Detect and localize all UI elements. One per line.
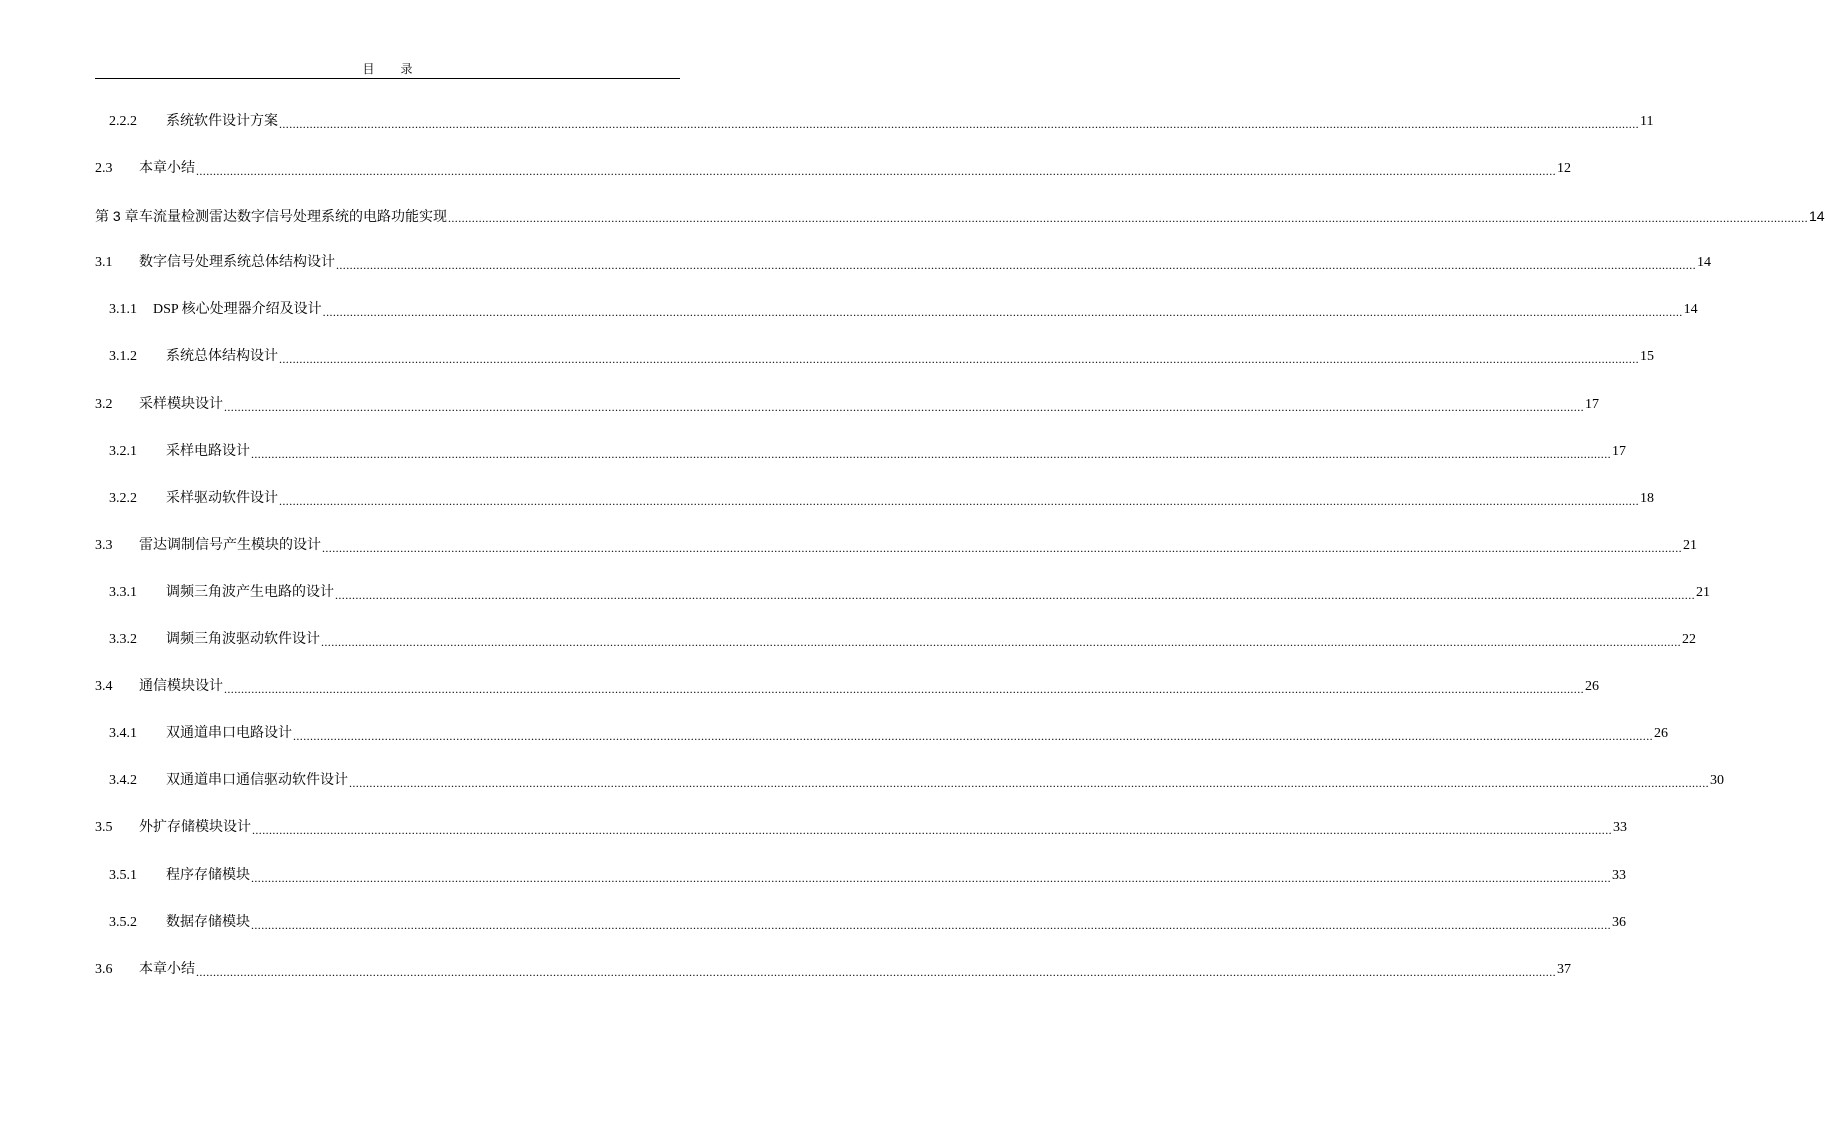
toc-entry-page: 37 (1557, 961, 1571, 977)
toc-entry[interactable] (95, 441, 1626, 488)
page-header (95, 60, 680, 79)
page-title: 目录 (362, 62, 439, 76)
toc-entry[interactable] (95, 959, 1571, 1006)
toc-entry-number: 3.4 (95, 679, 113, 695)
toc-entry-page: 26 (1585, 679, 1599, 695)
toc-dot-leader: ................................................................................................................................................................................................................................................................................................................................................................................................................ (322, 540, 1682, 555)
toc-entry[interactable] (95, 205, 1825, 252)
toc-entry[interactable] (95, 723, 1668, 770)
toc-entry-title: DSP 核心处理器介绍及设计 (153, 302, 322, 318)
toc-entry[interactable] (95, 629, 1696, 676)
toc-entry-page: 22 (1682, 632, 1696, 648)
toc-dot-leader: ................................................................................................................................................................................................................................................................................................................................................................................................................ (336, 258, 1696, 273)
toc-entry[interactable] (95, 394, 1599, 441)
toc-dot-leader: ................................................................................................................................................................................................................................................................................................................................................................................................................ (252, 823, 1612, 838)
toc-entry-page: 26 (1654, 726, 1668, 742)
toc-entry-page: 15 (1640, 349, 1654, 365)
toc-entry-title: 系统软件设计方案 (166, 114, 278, 129)
toc-entry-number: 3.2 (95, 396, 113, 412)
toc-entry[interactable] (95, 676, 1599, 723)
toc-dot-leader: ................................................................................................................................................................................................................................................................................................................................................................................................................ (321, 635, 1681, 650)
toc-entry-page: 21 (1683, 537, 1697, 553)
toc-dot-leader: ................................................................................................................................................................................................................................................................................................................................................................................................................ (448, 211, 1808, 226)
toc-entry-title: 程序存储模块 (166, 867, 250, 883)
toc-entry-page: 14 (1697, 255, 1711, 271)
toc-entry[interactable] (95, 111, 1654, 158)
toc-dot-leader: ................................................................................................................................................................................................................................................................................................................................................................................................................ (196, 964, 1556, 979)
toc-entry-title: 数据存储模块 (166, 914, 250, 930)
toc-entry[interactable] (95, 582, 1710, 629)
toc-entry[interactable] (95, 346, 1654, 393)
toc-entry-title: 双通道串口通信驱动软件设计 (166, 773, 348, 789)
toc-entry[interactable] (95, 252, 1711, 299)
toc-entry-page: 14 (1809, 208, 1825, 225)
toc-entry[interactable] (95, 535, 1697, 582)
toc-dot-leader: ................................................................................................................................................................................................................................................................................................................................................................................................................ (349, 776, 1709, 791)
toc-entry[interactable] (95, 299, 1698, 346)
toc-entry-title: 双通道串口电路设计 (166, 726, 292, 742)
toc-entry[interactable] (95, 488, 1654, 535)
toc-entry-title: 车流量检测雷达数字信号处理系统的电路功能实现 (139, 208, 447, 225)
toc-entry-number: 3.5.1 (109, 867, 137, 883)
toc-dot-leader: ................................................................................................................................................................................................................................................................................................................................................................................................................ (279, 352, 1639, 367)
toc-entry-number: 3.6 (95, 961, 113, 977)
toc-entry-number: 3.3.1 (109, 584, 137, 600)
toc-dot-leader: ................................................................................................................................................................................................................................................................................................................................................................................................................ (196, 164, 1556, 179)
toc-entry-number: 3.5.2 (109, 914, 137, 930)
toc-entry-page: 18 (1640, 490, 1654, 506)
toc-entry-title: 雷达调制信号产生模块的设计 (139, 537, 321, 553)
toc-entry-title: 系统总体结构设计 (166, 349, 278, 365)
toc-entry-title: 外扩存储模块设计 (139, 820, 251, 836)
toc-entry[interactable] (95, 158, 1571, 205)
toc-entry-title: 数字信号处理系统总体结构设计 (139, 255, 335, 271)
toc-entry-title: 通信模块设计 (139, 679, 223, 695)
toc-dot-leader: ................................................................................................................................................................................................................................................................................................................................................................................................................ (251, 446, 1611, 461)
toc-entry-title: 本章小结 (139, 161, 195, 177)
toc-entry-number: 3.3.2 (109, 632, 137, 648)
toc-entry-title: 调频三角波产生电路的设计 (166, 584, 334, 600)
toc-dot-leader: ................................................................................................................................................................................................................................................................................................................................................................................................................ (224, 682, 1584, 697)
toc-dot-leader: ................................................................................................................................................................................................................................................................................................................................................................................................................ (279, 117, 1639, 131)
toc-dot-leader: ................................................................................................................................................................................................................................................................................................................................................................................................................ (335, 587, 1695, 602)
toc-entry-number: 第 3 章 (95, 208, 139, 225)
toc-entry-page: 33 (1612, 867, 1626, 883)
toc-entry[interactable] (95, 865, 1626, 912)
toc-entry[interactable] (95, 817, 1627, 864)
toc-entry-page: 12 (1557, 161, 1571, 177)
toc-entry-page: 36 (1612, 914, 1626, 930)
toc-entry-number: 3.2.1 (109, 443, 137, 459)
toc-entry-title: 采样模块设计 (139, 396, 223, 412)
toc-entry-number: 3.1.2 (109, 349, 137, 365)
toc-entry-page: 33 (1613, 820, 1627, 836)
toc-entry-title: 调频三角波驱动软件设计 (166, 632, 320, 648)
toc-entry[interactable] (95, 770, 1724, 817)
toc-entry-title: 本章小结 (139, 961, 195, 977)
toc-dot-leader: ................................................................................................................................................................................................................................................................................................................................................................................................................ (293, 729, 1653, 744)
toc-entry-number: 3.5 (95, 820, 113, 836)
toc-dot-leader: ................................................................................................................................................................................................................................................................................................................................................................................................................ (224, 399, 1584, 414)
toc-entry-number: 3.4.1 (109, 726, 137, 742)
toc-dot-leader: ................................................................................................................................................................................................................................................................................................................................................................................................................ (279, 493, 1639, 508)
toc-entry-number: 2.3 (95, 161, 113, 177)
toc-dot-leader: ................................................................................................................................................................................................................................................................................................................................................................................................................ (322, 305, 1683, 320)
toc-dot-leader: ................................................................................................................................................................................................................................................................................................................................................................................................................ (251, 917, 1611, 932)
toc-entry-title: 采样电路设计 (166, 443, 250, 459)
toc-entry-number: 3.1 (95, 255, 113, 271)
toc-dot-leader: ................................................................................................................................................................................................................................................................................................................................................................................................................ (251, 870, 1611, 885)
toc-entry-number: 3.1.1 (109, 302, 137, 318)
toc-entry-number: 2.2.2 (109, 114, 137, 129)
toc-entry-number: 3.2.2 (109, 490, 137, 506)
toc-entry-number: 3.4.2 (109, 773, 137, 789)
toc-entry-page: 21 (1696, 584, 1710, 600)
toc-entry-page: 14 (1683, 302, 1698, 318)
toc-entry-number: 3.3 (95, 537, 113, 553)
toc-entry-page: 17 (1585, 396, 1599, 412)
toc-entry-page: 11 (1640, 114, 1654, 129)
toc-entry-page: 17 (1612, 443, 1626, 459)
table-of-contents (95, 111, 1825, 1006)
toc-entry-page: 30 (1710, 773, 1724, 789)
toc-entry-title: 采样驱动软件设计 (166, 490, 278, 506)
toc-entry[interactable] (95, 912, 1626, 959)
